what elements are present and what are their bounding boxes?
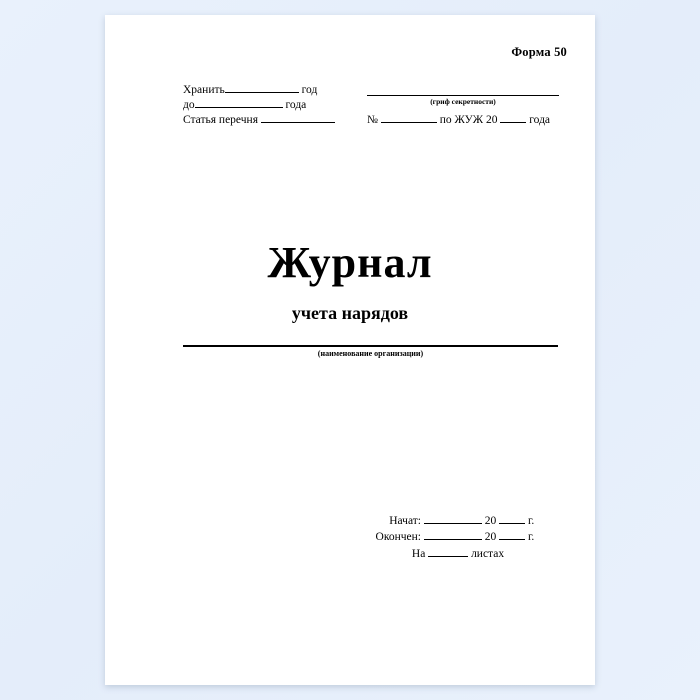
started-year-suffix: г.: [528, 515, 535, 527]
year-prefix: 20: [485, 114, 498, 126]
finished-year-suffix: г.: [528, 531, 535, 543]
finished-year-blank[interactable]: [499, 539, 525, 540]
number-symbol: №: [367, 114, 378, 126]
article-blank[interactable]: [261, 122, 335, 123]
year-blank[interactable]: [500, 122, 526, 123]
retention-store-row: [183, 83, 363, 98]
top-info-block: [105, 83, 595, 143]
store-label: Хранить: [183, 84, 225, 96]
finished-year-prefix: 20: [484, 531, 497, 543]
organization-caption: (наименование организации): [317, 349, 424, 358]
started-year-blank[interactable]: [499, 523, 525, 524]
article-label: Статья перечня: [183, 114, 258, 126]
finished-label: Окончен:: [375, 531, 421, 543]
retention-info: [183, 83, 363, 128]
document-page: [105, 15, 595, 685]
store-blank[interactable]: [225, 92, 299, 93]
retention-until-row: [183, 98, 363, 113]
started-year-prefix: 20: [484, 515, 497, 527]
form-number: Форма 50: [511, 45, 567, 59]
until-suffix: года: [285, 99, 307, 111]
store-suffix: год: [301, 84, 318, 96]
journal-number-row: [367, 114, 577, 126]
sheets-row: [355, 546, 561, 562]
started-blank[interactable]: [424, 523, 482, 524]
started-row: [355, 513, 570, 529]
secrecy-blank[interactable]: [367, 83, 559, 96]
retention-article-row: [183, 113, 363, 128]
number-blank[interactable]: [381, 122, 437, 123]
page-title: Журнал: [267, 238, 433, 287]
dates-block: [355, 513, 570, 562]
finished-row: [355, 529, 570, 545]
sheets-blank[interactable]: [428, 556, 468, 557]
secrecy-info: [367, 83, 577, 126]
until-label: до: [183, 99, 195, 111]
year-suffix: года: [529, 114, 551, 126]
until-blank[interactable]: [195, 107, 283, 108]
organization-blank[interactable]: [183, 345, 558, 347]
finished-blank[interactable]: [424, 539, 482, 540]
by-label: по ЖУЖ: [439, 114, 484, 126]
page-subtitle: учета нарядов: [291, 303, 409, 323]
sheets-prefix: На: [411, 548, 426, 560]
sheets-suffix: листах: [471, 548, 505, 560]
secrecy-caption: (гриф секретности): [430, 97, 496, 106]
started-label: Начат:: [389, 515, 421, 527]
